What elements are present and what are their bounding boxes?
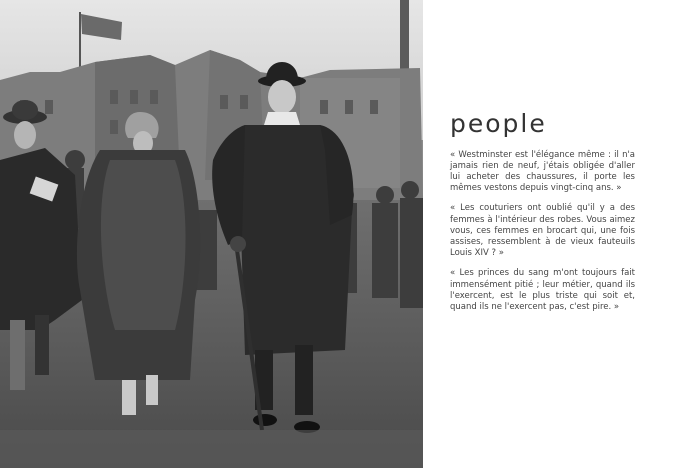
quote-westminster: « Westminster est l'élégance même : il n'a jamais rien de neuf, j'étais obligée d'aller lui acheter des chaussures, il porte les mêmes vestons depuis vingt-cinq ans. » (450, 149, 635, 194)
quote-couturiers: « Les couturiers ont oublié qu'il y a des femmes à l'intérieur des robes. Vous aimez vous, ces femmes en brocart qui, une fois assises, ressemblent à de vieux fauteuils Louis XIV ? » (450, 203, 635, 259)
section-title: people (450, 109, 547, 138)
quote-princes: « Les princes du sang m'ont toujours fait immensément pitié ; leur métier, quand ils l'exercent, est le plus triste qui soit et, quand ils ne l'exercent pas, c'est pire. » (450, 268, 635, 312)
text-column (450, 110, 635, 322)
